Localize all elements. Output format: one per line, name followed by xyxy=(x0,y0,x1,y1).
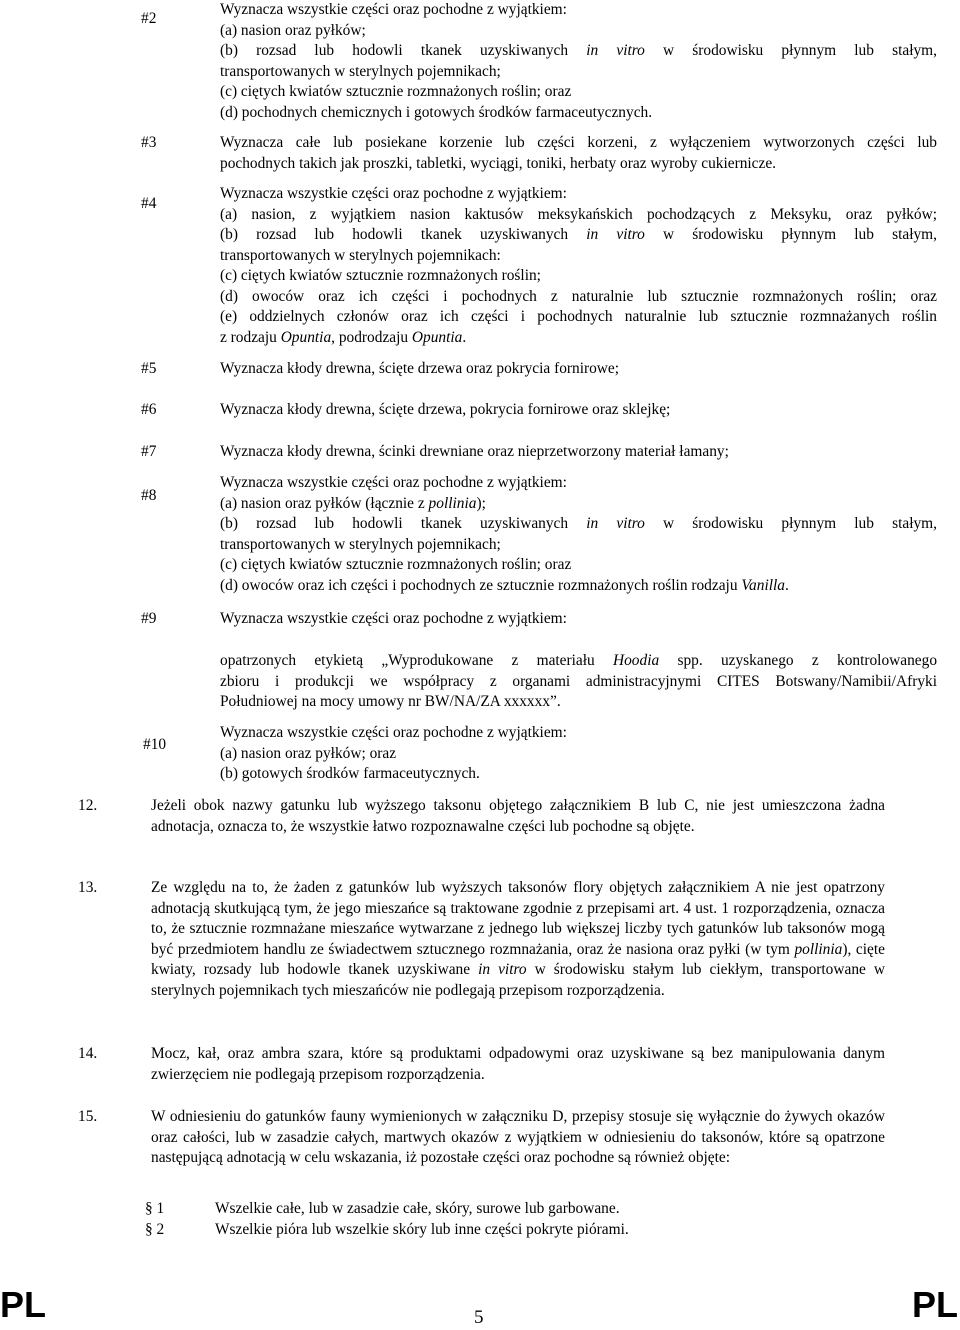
entry-line: (d) owoców oraz ich części i pochodnych ze sztucznie rozmnażonych roślin rodzaju Vanilla. xyxy=(220,576,789,594)
entry-line: (c) ciętych kwiatów sztucznie rozmnażonych roślin; oraz xyxy=(220,556,572,573)
entry-text xyxy=(220,473,937,596)
entry-line: (d) owoców oraz ich części i pochodnych z naturalnie lub sztucznie rozmnażonych roślin; oraz xyxy=(220,287,937,305)
entry-number: #4 xyxy=(141,195,157,212)
entry-line: Wyznacza kłody drewna, ścinki drewniane oraz nieprzetworzony materiał łamany; xyxy=(220,443,729,460)
entry-line: Wyznacza wszystkie części oraz pochodne z wyjątkiem: xyxy=(220,724,567,741)
entry-text xyxy=(220,609,937,630)
entry-text xyxy=(220,442,937,463)
section-text: Wszelkie pióra lub wszelkie skóry lub inne części pokryte piórami. xyxy=(215,1221,629,1238)
entry-line: z rodzaju Opuntia, podrodzaju Opuntia. xyxy=(220,328,467,346)
paragraph-number: 14. xyxy=(78,1045,98,1062)
entry-text xyxy=(220,651,937,713)
entry-line: (c) ciętych kwiatów sztucznie rozmnażonych roślin; oraz xyxy=(220,83,572,100)
entry-line: zbioru i produkcji we współpracy z organami administracyjnymi CITES Botswany/Namibii/Afryki xyxy=(220,672,937,690)
paragraph-text: W odniesieniu do gatunków fauny wymienionych w załączniku D, przepisy stosuje się wyłącznie do żywych okazów oraz całości, lub w zasadzie całych, martwych okazów z wyjątkiem w odniesieniu do taksonów, które są opatrzone następującą adnotacją w celu wskazania, iż pozostałe części oraz pochodne są również objęte: xyxy=(151,1108,885,1166)
entry-line: (b) rozsad lub hodowli tkanek uzyskiwanych in vitro w środowisku płynnym lub stałym, xyxy=(220,226,937,243)
page-number: 5 xyxy=(474,1307,484,1328)
paragraph-text xyxy=(151,878,885,1001)
entry-line: Wyznacza wszystkie części oraz pochodne z wyjątkiem: xyxy=(220,1,567,18)
entry-text xyxy=(220,723,937,785)
entry-text xyxy=(220,184,937,348)
footer-language-right: PL xyxy=(911,1284,958,1325)
section-mark: § 1 xyxy=(145,1200,165,1217)
entry-number: #8 xyxy=(141,487,157,504)
entry-line: transportowanych w sterylnych pojemnikach; xyxy=(220,62,501,80)
paragraph-number: 15. xyxy=(78,1108,98,1125)
entry-line: Wyznacza kłody drewna, ścięte drzewa oraz pokrycia fornirowe; xyxy=(220,360,620,377)
paragraph-italic: in vitro xyxy=(478,961,527,978)
section-text: Wszelkie całe, lub w zasadzie całe, skóry, surowe lub garbowane. xyxy=(215,1200,620,1217)
paragraph-fragment: w środowisku stałym lub ciekłym, transportowane w sterylnych pojemnikach tych mieszańców nie podlegają przepisom rozporządzenia. xyxy=(151,961,885,999)
entry-text xyxy=(220,0,937,123)
entry-text xyxy=(220,400,937,421)
entry-line: Wyznacza całe lub posiekane korzenie lub części korzeni, z wyłączeniem wytworzonych części lub xyxy=(220,134,937,151)
entry-line: Wyznacza wszystkie części oraz pochodne z wyjątkiem: xyxy=(220,474,567,491)
section-mark: § 2 xyxy=(145,1221,165,1238)
paragraph-number: 12. xyxy=(78,797,98,814)
entry-number: #3 xyxy=(141,134,157,151)
entry-line: (e) oddzielnych członów oraz ich części i pochodnych naturalnie lub sztucznie rozmnażanych roślin xyxy=(220,308,937,325)
entry-line: (a) nasion, z wyjątkiem nasion kaktusów meksykańskich pochodzących z Meksyku, oraz pyłków; xyxy=(220,205,937,223)
entry-line: (d) pochodnych chemicznych i gotowych środków farmaceutycznych. xyxy=(220,103,653,121)
entry-line: transportowanych w sterylnych pojemnikach; xyxy=(220,535,501,553)
entry-number: #5 xyxy=(141,360,157,377)
paragraph-number: 13. xyxy=(78,879,98,896)
entry-number: #2 xyxy=(141,10,157,27)
paragraph-text: Jeżeli obok nazwy gatunku lub wyższego taksonu objętego załącznikiem B lub C, nie jest umieszczona żadna adnotacja, oznacza to, że wszystkie łatwo rozpoznawalne części lub pochodne są objęte. xyxy=(151,797,885,835)
entry-line: Południowej na mocy umowy nr BW/NA/ZA xxxxxx”. xyxy=(220,693,561,710)
footer-language-left: PL xyxy=(0,1284,47,1325)
entry-text xyxy=(220,359,937,380)
paragraph-fragment: ), cięte kwiaty, rozsady lub hodowle tkanek uzyskiwane xyxy=(151,940,885,978)
entry-line: opatrzonych etykietą „Wyprodukowane z materiału Hoodia spp. uzyskanego z kontrolowanego xyxy=(220,652,938,669)
paragraph-fragment: Ze względu na to, że żaden z gatunków lub wyższych taksonów flory objętych załącznikiem A nie jest opatrzony adnotacją skutkującą tym, że jego mieszańce są traktowane zgodnie z przepisami art. 4 ust. 1 rozporządzenia, oznacza to, że sztucznie rozmnażane mieszańce wytwarzane z jednego lub większej liczby tych gatunków lub taksonów mogą być przedmiotem handlu ze świadectwem sztucznego rozmnażania, oraz że nasiona oraz pyłki (w tym xyxy=(151,879,885,958)
entry-number: #10 xyxy=(143,736,167,753)
paragraph-italic: pollinia xyxy=(794,940,843,958)
entry-line: Wyznacza kłody drewna, ścięte drzewa, pokrycia fornirowe oraz sklejkę; xyxy=(220,401,671,418)
entry-line: (b) gotowych środków farmaceutycznych. xyxy=(220,765,480,782)
entry-number: #6 xyxy=(141,401,157,418)
entry-line: transportowanych w sterylnych pojemnikach: xyxy=(220,246,501,264)
entry-line: (a) nasion oraz pyłków; oraz xyxy=(220,744,397,762)
entry-number: #9 xyxy=(141,610,157,627)
entry-line: (a) nasion oraz pyłków; xyxy=(220,21,366,39)
entry-line: Wyznacza wszystkie części oraz pochodne z wyjątkiem: xyxy=(220,185,567,202)
entry-line: (c) ciętych kwiatów sztucznie rozmnażonych roślin; xyxy=(220,267,541,284)
entry-line: (b) rozsad lub hodowli tkanek uzyskiwanych in vitro w środowisku płynnym lub stałym, xyxy=(220,42,937,59)
entry-line: Wyznacza wszystkie części oraz pochodne z wyjątkiem: xyxy=(220,610,567,627)
entry-line: (a) nasion oraz pyłków (łącznie z pollinia); xyxy=(220,494,486,512)
entry-text xyxy=(220,133,937,174)
entry-number: #7 xyxy=(141,443,157,460)
entry-line: pochodnych takich jak proszki, tabletki, wyciągi, toniki, herbaty oraz wyroby cukiernicze. xyxy=(220,154,777,172)
entry-line: (b) rozsad lub hodowli tkanek uzyskiwanych in vitro w środowisku płynnym lub stałym, xyxy=(220,515,937,532)
paragraph-text: Mocz, kał, oraz ambra szara, które są produktami odpadowymi oraz uzyskiwane są bez manipulowania danym zwierzęciem nie podlegają przepisom rozporządzenia. xyxy=(151,1045,885,1083)
